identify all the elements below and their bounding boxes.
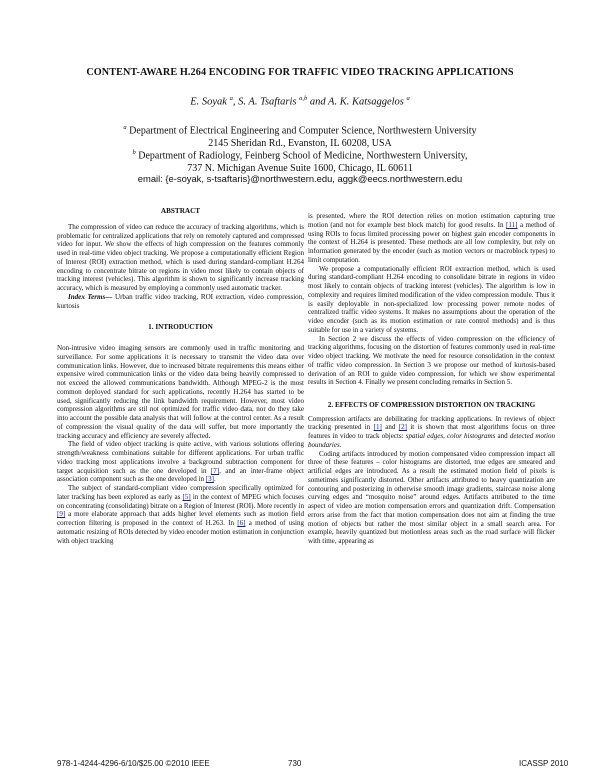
text-run: The subject of standard-compliant video compression specifically optimized for later tracking has been explored as early as <box>57 484 304 501</box>
citation-link[interactable]: [1] <box>373 423 382 432</box>
text-run: is presented, where the ROI detection relies on motion estimation capturing true motion (and not for example best block match) for good results. In <box>308 212 555 229</box>
citation-link[interactable]: [6] <box>237 519 246 527</box>
text-run: a method of using automatic resizing of ROIs detected by video encoder motion estimation in conjunction with object tracking <box>57 519 304 545</box>
abstract-heading: ABSTRACT <box>160 207 201 215</box>
section-heading-compression-effects: 2. EFFECTS OF COMPRESSION DISTORTION ON TRACKING <box>327 401 536 409</box>
email-line: email: {e-soyak, s-tsaftaris}@northwestern.edu, aggk@eecs.northwestern.edu <box>137 173 463 184</box>
text-run: . <box>339 440 342 449</box>
index-terms-label: Index Terms— <box>68 292 113 301</box>
affiliation-line: 737 N. Michigan Avenue Suite 1600, Chicago, IL 60611 <box>187 163 413 175</box>
section2-paragraph: Coding artifacts introduced by motion compensated video compression impact all three of these features – color histograms are distorted, true edges are smeared and artificial edges are introduced. As a result the estimated motion field of pixels is sometimes significantly distorted. Other artifacts attributed to heavy quantization are contouring and posterizing in otherwise smooth image gradients, staircase noise along curving edges and “mosquito noise” around edges. Artifacts attributed to the time aspect of video are motion compensation errors and quantization drift. Compensation errors arise from the fact that motion compensation does not aim at finding the true motion of objects but rather the most similar object in a small search area. For example, heavily quantized but motionless areas such as the road surface will flicker with time, appearing as <box>308 449 555 545</box>
text-run: in the context of MPEG which focuses on concentrating (consolidating) bitrate on a Region of Interest (ROI). More recently in <box>57 492 305 510</box>
intro-paragraph: Non-intrusive video imaging sensors are commonly used in traffic monitoring and surveillance. For some applications it is necessary to transmit the video data over communication links. However, due to increased bitrate requirements this means either expensive wired communication links or the video data being heavily compressed to not exceed the allowed communications bandwidth. Although MPEG-2 is the most common deployed standard for such applications, recently H.264 has started to be used, significantly reducing the link bandwidth requirement. However, most video compression algorithms are stil not optimized for traffic video data, nor do they take into account the possible data analysis that will follow at the control center. As a result of compression the visual quality of the data will suffer, but more importantly the tracking accuracy and efficiency are severely affected. <box>57 344 304 440</box>
feature-term: spatial edges, color histograms <box>405 432 496 440</box>
citation-link[interactable]: [2] <box>398 423 407 432</box>
text-run: Compression artifacts are debilitating for tracking applications. In reviews of object tracking presented in <box>308 414 555 432</box>
affiliation-line: Department of Radiology, Feinberg School of Medicine, Northwestern University, <box>138 150 468 162</box>
right-column <box>308 212 555 546</box>
intro-paragraph <box>308 212 555 265</box>
affiliation-mark: b <box>132 149 136 156</box>
text-run: . <box>213 475 216 484</box>
affiliation-line: Department of Electrical Engineering and Computer Science, Northwestern University <box>129 125 477 137</box>
intro-paragraph <box>57 440 304 484</box>
author-affiliation-mark: a <box>229 95 233 102</box>
citation-link[interactable]: [5] <box>182 492 191 501</box>
citation-link[interactable]: [7] <box>210 466 220 475</box>
section-heading-introduction: 1. INTRODUCTION <box>148 323 213 332</box>
footer-copyright: 978-1-4244-4296-6/10/$25.00 ©2010 IEEE <box>57 759 210 768</box>
intro-paragraph: We propose a computationally efficient ROI extraction method, which is used during standard-compliant H.264 encoding to consolidate bitrate in regions in video most likely to contain objects of tracking interest (vehicles). The algorithm is low in complexity and requires limited modification of the video compression module. Thus it is easily deployable in non-specialized low processing power remote nodes of centralized traffic video systems. It makes no assumptions about the operation of the video encoder (such as its motion estimation or rate control methods) and is thus suitable for use in a variety of systems. <box>308 264 555 334</box>
affiliation-line: 2145 Sheridan Rd., Evanston, IL 60208, USA <box>208 138 392 150</box>
text-run: , and an inter-frame object association component such as the one developed in <box>57 466 304 484</box>
author-name: E. Soyak <box>190 96 227 108</box>
index-terms <box>57 293 304 311</box>
citation-link[interactable]: [9] <box>57 510 66 519</box>
intro-paragraph: In Section 2 we discuss the effects of video compression on the efficiency of tracking algorithms, focusing on the distortion of features commonly used in real-time video object tracking. We motivate the need for resource consolidation in the context of traffic video compression. In Section 3 we propose our method of kurtosis-based derivation of an ROI to guide video compression, for which we show experimental results in Section 4. Finally we present concluding remarks in Section 5. <box>308 334 555 387</box>
index-terms-text: Urban traffic video tracking, ROI extraction, video compression, kurtosis <box>57 292 304 310</box>
text-run: and <box>381 423 399 432</box>
left-column <box>57 207 304 545</box>
citation-link[interactable]: [11] <box>506 220 518 229</box>
page-number: 730 <box>288 759 302 768</box>
text-run: and <box>495 432 510 440</box>
text-run: The field of video object tracking is quite active, with various solutions offering strength/weakness combinations suitable for different applications. For urban traffic video tracking most applications involve a background subtraction component for target acquisition such as the one developed in <box>57 440 304 475</box>
author-list: E. Soyak $^a$, S. A. Tsaftaris $^{a,b}$ and A. K. Katsaggelos $^a$ <box>190 95 410 108</box>
affiliation-mark: a <box>123 124 127 131</box>
section2-paragraph <box>308 415 555 450</box>
affiliation-b <box>40 146 560 175</box>
abstract-text: The compression of video can reduce the accuracy of tracking algorithms, which is problematic for centralized applications that rely on remotely captured and compressed video for input. We show the effects of high compression on the features commonly used in real-time video object tracking. We propose a computationally efficient Region of Interest (ROI) extraction method, which is used during standard-compliant H.264 encoding to concentrate bitrate on regions in video most likely to contain objects of tracking interest (vehicles). This algorithm is shown to significantly increase tracking accuracy, which is measured by employing a commonly used automatic tracker. <box>57 222 304 292</box>
footer-venue: ICASSP 2010 <box>519 759 569 768</box>
author-name: S. A. Tsaftaris <box>238 96 297 108</box>
author-affiliation-mark: a,b <box>299 95 308 102</box>
author-name: A. K. Katsaggelos <box>328 96 404 108</box>
feature-term: detected motion boundaries <box>308 432 555 449</box>
text-run: a method of using ROIs to focus limited processing power on highest gain encoder components in the context of H.264 is presented. These methods are all low complexity, but rely on information generated by the encoder (such as motion vectors or macroblock types) to limit computation. <box>308 220 555 264</box>
text-run: a more elaborate approach that adds higher level elements such as motion field correction filtering is proposed in the context of H.263. In <box>57 510 304 527</box>
intro-paragraph <box>57 484 304 545</box>
author-affiliation-mark: a <box>406 95 410 102</box>
text-run: it is shown that most algorithms focus on three features in video to track objects: <box>308 423 555 440</box>
citation-link[interactable]: [3] <box>205 475 214 484</box>
paper-title: CONTENT-AWARE H.264 ENCODING FOR TRAFFIC VIDEO TRACKING APPLICATIONS <box>86 67 514 78</box>
